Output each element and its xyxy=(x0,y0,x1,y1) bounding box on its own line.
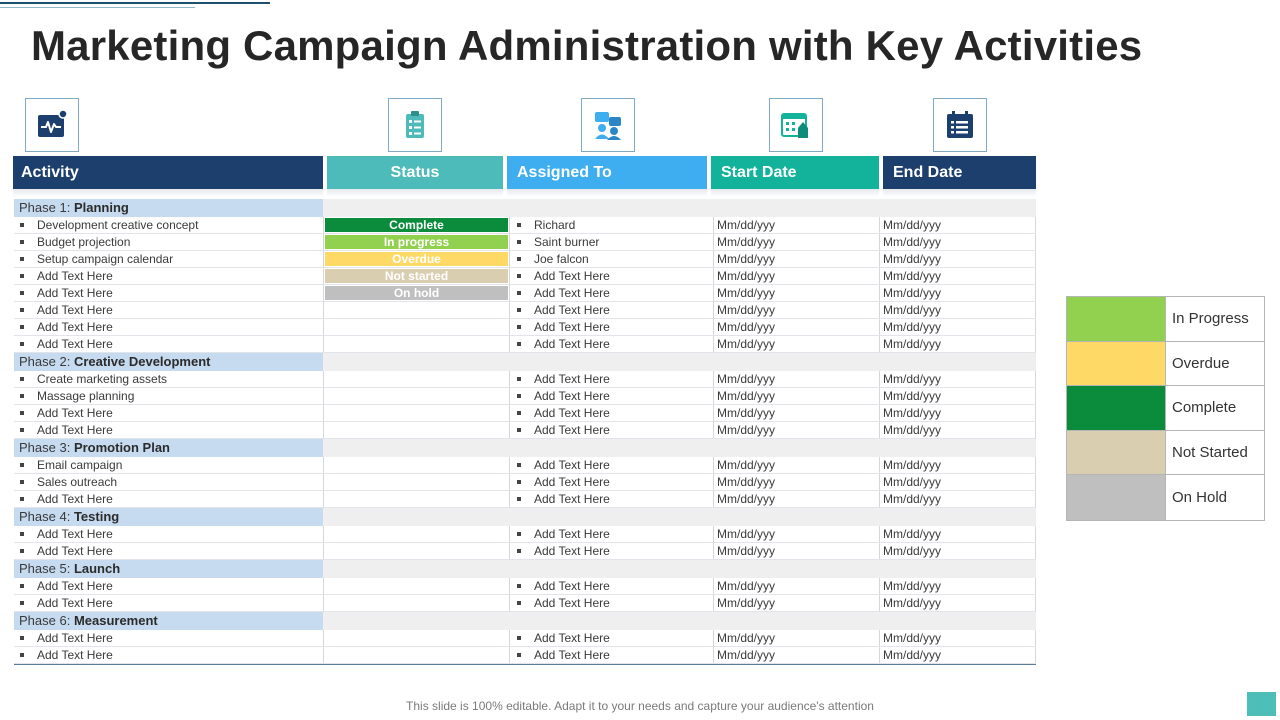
start-date-cell[interactable]: Mm/dd/yyy xyxy=(713,578,879,594)
footer-note: This slide is 100% editable. Adapt it to your needs and capture your audience's attention xyxy=(406,699,874,713)
activity-cell[interactable] xyxy=(14,336,323,352)
table-row xyxy=(14,251,1036,268)
phase-row xyxy=(14,560,1036,578)
assigned-cell[interactable] xyxy=(509,268,713,284)
assigned-text: Add Text Here xyxy=(534,269,610,283)
legend-item xyxy=(1067,386,1264,431)
end-date-cell[interactable]: Mm/dd/yyy xyxy=(879,595,1036,611)
activity-text: Add Text Here xyxy=(37,631,113,645)
activity-text: Email campaign xyxy=(37,458,123,472)
page-title: Marketing Campaign Administration with Key Activities xyxy=(31,22,1143,69)
start-date-cell[interactable]: Mm/dd/yyy xyxy=(713,336,879,352)
start-date-cell[interactable]: Mm/dd/yyy xyxy=(713,371,879,387)
status-cell[interactable] xyxy=(323,647,509,663)
bullet-icon xyxy=(517,394,521,398)
end-date-cell[interactable]: Mm/dd/yyy xyxy=(879,285,1036,301)
start-date-cell[interactable]: Mm/dd/yyy xyxy=(713,422,879,438)
calendar-rocket-icon xyxy=(769,98,823,152)
assigned-cell[interactable] xyxy=(509,543,713,559)
activity-cell[interactable] xyxy=(14,217,323,233)
bullet-icon xyxy=(20,342,24,346)
phase-name: Creative Development xyxy=(73,354,211,369)
table-row xyxy=(14,217,1036,234)
bullet-icon xyxy=(517,497,521,501)
bullet-icon xyxy=(20,325,24,329)
bullet-icon xyxy=(20,240,24,244)
activity-text: Add Text Here xyxy=(37,406,113,420)
bullet-icon xyxy=(517,274,521,278)
end-date-cell[interactable]: Mm/dd/yyy xyxy=(879,319,1036,335)
assigned-cell[interactable] xyxy=(509,422,713,438)
end-date-cell[interactable]: Mm/dd/yyy xyxy=(879,302,1036,318)
activity-cell[interactable] xyxy=(14,371,323,387)
activity-cell[interactable] xyxy=(14,491,323,507)
table-row xyxy=(14,526,1036,543)
end-date-cell[interactable]: Mm/dd/yyy xyxy=(879,405,1036,421)
legend-swatch xyxy=(1067,297,1166,341)
assigned-text: Add Text Here xyxy=(534,303,610,317)
bullet-icon xyxy=(20,480,24,484)
header-shadow xyxy=(711,189,879,197)
assigned-text: Add Text Here xyxy=(534,406,610,420)
end-date-cell[interactable]: Mm/dd/yyy xyxy=(879,217,1036,233)
phase-number: Phase 2 xyxy=(19,354,67,369)
legend-swatch xyxy=(1067,342,1166,386)
phase-row xyxy=(14,508,1036,526)
assigned-text: Add Text Here xyxy=(534,337,610,351)
table-row xyxy=(14,595,1036,612)
bullet-icon xyxy=(517,291,521,295)
activity-text: Add Text Here xyxy=(37,423,113,437)
bullet-icon xyxy=(20,653,24,657)
header-shadow xyxy=(327,189,503,197)
start-date-cell[interactable]: Mm/dd/yyy xyxy=(713,491,879,507)
start-date-cell[interactable]: Mm/dd/yyy xyxy=(713,474,879,490)
bullet-icon xyxy=(20,584,24,588)
activity-text: Add Text Here xyxy=(37,286,113,300)
activity-text: Sales outreach xyxy=(37,475,118,489)
bullet-icon xyxy=(517,480,521,484)
end-date-cell[interactable]: Mm/dd/yyy xyxy=(879,268,1036,284)
table-row xyxy=(14,457,1036,474)
bullet-icon xyxy=(517,532,521,536)
status-cell[interactable] xyxy=(323,578,509,594)
activity-text: Add Text Here xyxy=(37,648,113,662)
end-date-cell[interactable]: Mm/dd/yyy xyxy=(879,647,1036,663)
phase-name: Promotion Plan xyxy=(73,440,170,455)
table-row xyxy=(14,285,1036,302)
assigned-cell[interactable] xyxy=(509,336,713,352)
status-cell[interactable] xyxy=(323,422,509,438)
phase-label: Phase 3: Promotion Plan xyxy=(14,439,323,457)
bullet-icon xyxy=(20,274,24,278)
bullet-icon xyxy=(20,394,24,398)
end-date-cell[interactable]: Mm/dd/yyy xyxy=(879,388,1036,404)
end-date-cell[interactable]: Mm/dd/yyy xyxy=(879,422,1036,438)
top-accent-line-thin xyxy=(0,7,195,8)
bullet-icon xyxy=(20,291,24,295)
phase-number: Phase 5 xyxy=(19,561,67,576)
activity-cell[interactable] xyxy=(14,319,323,335)
status-cell[interactable] xyxy=(323,285,509,301)
table-row xyxy=(14,422,1036,439)
activity-cell[interactable] xyxy=(14,457,323,473)
phase-label: Phase 2: Creative Development xyxy=(14,353,323,371)
col-header-start-date[interactable]: Start Date xyxy=(711,156,879,189)
start-date-cell[interactable]: Mm/dd/yyy xyxy=(713,405,879,421)
header-shadow xyxy=(507,189,707,197)
assigned-text: Richard xyxy=(534,218,576,232)
activity-text: Massage planning xyxy=(37,389,135,403)
assigned-text: Add Text Here xyxy=(534,286,610,300)
status-badge: Overdue xyxy=(325,252,508,266)
assigned-cell[interactable] xyxy=(509,251,713,267)
bullet-icon xyxy=(517,463,521,467)
table-row xyxy=(14,405,1036,422)
bullet-icon xyxy=(20,463,24,467)
assigned-cell[interactable] xyxy=(509,457,713,473)
legend-swatch xyxy=(1067,431,1166,475)
phase-label: Phase 4: Testing xyxy=(14,508,323,526)
bullet-icon xyxy=(517,653,521,657)
start-date-cell[interactable]: Mm/dd/yyy xyxy=(713,388,879,404)
start-date-cell[interactable]: Mm/dd/yyy xyxy=(713,543,879,559)
activity-cell[interactable] xyxy=(14,268,323,284)
assigned-cell[interactable] xyxy=(509,405,713,421)
activity-cell[interactable] xyxy=(14,526,323,542)
bullet-icon xyxy=(20,223,24,227)
activity-cell[interactable] xyxy=(14,388,323,404)
start-date-cell[interactable]: Mm/dd/yyy xyxy=(713,630,879,646)
end-date-cell[interactable]: Mm/dd/yyy xyxy=(879,234,1036,250)
start-date-cell[interactable]: Mm/dd/yyy xyxy=(713,319,879,335)
bullet-icon xyxy=(20,636,24,640)
assigned-text: Add Text Here xyxy=(534,631,610,645)
activity-cell[interactable] xyxy=(14,285,323,301)
phase-number: Phase 4 xyxy=(19,509,67,524)
phase-row xyxy=(14,199,1036,217)
bullet-icon xyxy=(20,257,24,261)
assigned-cell[interactable] xyxy=(509,578,713,594)
assigned-cell[interactable] xyxy=(509,319,713,335)
activity-text: Create marketing assets xyxy=(37,372,168,386)
assigned-cell[interactable] xyxy=(509,491,713,507)
activity-text: Add Text Here xyxy=(37,527,113,541)
status-cell[interactable] xyxy=(323,543,509,559)
col-header-activity[interactable]: Activity xyxy=(13,156,323,189)
status-badge: Not started xyxy=(325,269,508,283)
legend-item xyxy=(1067,475,1264,520)
activity-cell[interactable] xyxy=(14,474,323,490)
assigned-cell[interactable] xyxy=(509,474,713,490)
status-cell[interactable] xyxy=(323,371,509,387)
bullet-icon xyxy=(20,497,24,501)
end-date-cell[interactable]: Mm/dd/yyy xyxy=(879,251,1036,267)
table-row xyxy=(14,302,1036,319)
status-legend xyxy=(1066,296,1265,521)
phase-row xyxy=(14,353,1036,371)
assigned-text: Add Text Here xyxy=(534,579,610,593)
activity-cell[interactable] xyxy=(14,543,323,559)
bullet-icon xyxy=(20,532,24,536)
activity-text: Add Text Here xyxy=(37,269,113,283)
bullet-icon xyxy=(20,411,24,415)
assigned-text: Joe falcon xyxy=(534,252,589,266)
start-date-cell[interactable]: Mm/dd/yyy xyxy=(713,285,879,301)
assigned-text: Add Text Here xyxy=(534,458,610,472)
start-date-cell[interactable]: Mm/dd/yyy xyxy=(713,251,879,267)
activity-text: Setup campaign calendar xyxy=(37,252,174,266)
assigned-text: Saint burner xyxy=(534,235,600,249)
assigned-cell[interactable] xyxy=(509,285,713,301)
legend-label: On Hold xyxy=(1172,489,1228,507)
status-badge: Complete xyxy=(325,218,508,232)
bullet-icon xyxy=(517,636,521,640)
start-date-cell[interactable]: Mm/dd/yyy xyxy=(713,234,879,250)
activity-text: Add Text Here xyxy=(37,320,113,334)
bullet-icon xyxy=(517,223,521,227)
table-row xyxy=(14,371,1036,388)
calendar-list-icon xyxy=(933,98,987,152)
assigned-text: Add Text Here xyxy=(534,596,610,610)
end-date-cell[interactable]: Mm/dd/yyy xyxy=(879,457,1036,473)
status-cell[interactable] xyxy=(323,268,509,284)
activity-cell[interactable] xyxy=(14,405,323,421)
legend-label: Overdue xyxy=(1172,354,1230,372)
phase-number: Phase 6 xyxy=(19,613,67,628)
heartbeat-monitor-icon xyxy=(25,98,79,152)
phase-name: Measurement xyxy=(73,613,158,628)
end-date-cell[interactable]: Mm/dd/yyy xyxy=(879,526,1036,542)
bullet-icon xyxy=(517,342,521,346)
legend-item xyxy=(1067,297,1264,342)
phase-number: Phase 1 xyxy=(19,200,67,215)
bullet-icon xyxy=(517,240,521,244)
end-date-cell[interactable]: Mm/dd/yyy xyxy=(879,543,1036,559)
legend-swatch xyxy=(1067,475,1166,520)
phase-name: Launch xyxy=(73,561,121,576)
table-row xyxy=(14,319,1036,336)
status-cell[interactable] xyxy=(323,526,509,542)
phase-row xyxy=(14,439,1036,457)
assigned-text: Add Text Here xyxy=(534,544,610,558)
table-row xyxy=(14,268,1036,285)
status-cell[interactable] xyxy=(323,251,509,267)
assigned-cell[interactable] xyxy=(509,630,713,646)
status-badge: On hold xyxy=(325,286,508,300)
assigned-text: Add Text Here xyxy=(534,492,610,506)
activity-text: Add Text Here xyxy=(37,337,113,351)
status-badge: In progress xyxy=(325,235,508,249)
phase-label: Phase 1: Planning xyxy=(14,199,323,217)
status-cell[interactable] xyxy=(323,336,509,352)
assigned-text: Add Text Here xyxy=(534,475,610,489)
phase-name: Testing xyxy=(73,509,120,524)
top-accent-line xyxy=(0,2,270,4)
assigned-text: Add Text Here xyxy=(534,372,610,386)
activity-text: Add Text Here xyxy=(37,579,113,593)
bullet-icon xyxy=(517,411,521,415)
bullet-icon xyxy=(20,377,24,381)
header-shadow xyxy=(13,189,323,197)
bullet-icon xyxy=(517,325,521,329)
assigned-cell[interactable] xyxy=(509,371,713,387)
bullet-icon xyxy=(517,601,521,605)
start-date-cell[interactable]: Mm/dd/yyy xyxy=(713,302,879,318)
activity-text: Add Text Here xyxy=(37,492,113,506)
end-date-cell[interactable]: Mm/dd/yyy xyxy=(879,491,1036,507)
bullet-icon xyxy=(20,549,24,553)
start-date-cell[interactable]: Mm/dd/yyy xyxy=(713,595,879,611)
col-header-status[interactable]: Status xyxy=(327,156,503,189)
phase-row xyxy=(14,612,1036,630)
activity-cell[interactable] xyxy=(14,595,323,611)
activity-cell[interactable] xyxy=(14,234,323,250)
assigned-text: Add Text Here xyxy=(534,527,610,541)
phase-number: Phase 3 xyxy=(19,440,67,455)
activity-text: Development creative concept xyxy=(37,218,199,232)
activity-cell[interactable] xyxy=(14,302,323,318)
end-date-cell[interactable]: Mm/dd/yyy xyxy=(879,578,1036,594)
assigned-text: Add Text Here xyxy=(534,648,610,662)
bullet-icon xyxy=(20,601,24,605)
status-cell[interactable] xyxy=(323,319,509,335)
status-cell[interactable] xyxy=(323,457,509,473)
team-chat-icon xyxy=(581,98,635,152)
assigned-cell[interactable] xyxy=(509,302,713,318)
start-date-cell[interactable]: Mm/dd/yyy xyxy=(713,457,879,473)
activity-cell[interactable] xyxy=(14,647,323,663)
legend-item xyxy=(1067,431,1264,476)
table-row xyxy=(14,474,1036,491)
end-date-cell[interactable]: Mm/dd/yyy xyxy=(879,474,1036,490)
corner-accent xyxy=(1247,692,1276,716)
activity-text: Add Text Here xyxy=(37,303,113,317)
assigned-text: Add Text Here xyxy=(534,389,610,403)
table-row xyxy=(14,336,1036,353)
table-row xyxy=(14,543,1036,560)
end-date-cell[interactable]: Mm/dd/yyy xyxy=(879,371,1036,387)
activity-cell[interactable] xyxy=(14,251,323,267)
col-header-assigned[interactable]: Assigned To xyxy=(507,156,707,189)
col-header-end-date[interactable]: End Date xyxy=(883,156,1036,189)
status-cell[interactable] xyxy=(323,595,509,611)
bullet-icon xyxy=(517,308,521,312)
start-date-cell[interactable]: Mm/dd/yyy xyxy=(713,647,879,663)
status-cell[interactable] xyxy=(323,388,509,404)
table-row xyxy=(14,491,1036,508)
assigned-cell[interactable] xyxy=(509,647,713,663)
bullet-icon xyxy=(517,377,521,381)
assigned-cell[interactable] xyxy=(509,388,713,404)
clipboard-checklist-icon xyxy=(388,98,442,152)
bullet-icon xyxy=(20,308,24,312)
table-row xyxy=(14,578,1036,595)
phase-label: Phase 6: Measurement xyxy=(14,612,323,630)
activity-text: Budget projection xyxy=(37,235,131,249)
status-cell[interactable] xyxy=(323,234,509,250)
bullet-icon xyxy=(517,549,521,553)
start-date-cell[interactable]: Mm/dd/yyy xyxy=(713,268,879,284)
phase-name: Planning xyxy=(73,200,129,215)
end-date-cell[interactable]: Mm/dd/yyy xyxy=(879,336,1036,352)
table-row xyxy=(14,388,1036,405)
table-row xyxy=(14,647,1036,664)
legend-item xyxy=(1067,342,1264,387)
activity-cell[interactable] xyxy=(14,630,323,646)
header-shadow xyxy=(883,189,1036,197)
start-date-cell[interactable]: Mm/dd/yyy xyxy=(713,526,879,542)
status-cell[interactable] xyxy=(323,217,509,233)
bullet-icon xyxy=(517,428,521,432)
activity-text: Add Text Here xyxy=(37,544,113,558)
end-date-cell[interactable]: Mm/dd/yyy xyxy=(879,630,1036,646)
activity-table xyxy=(14,199,1036,665)
status-cell[interactable] xyxy=(323,405,509,421)
legend-label: Not Started xyxy=(1172,444,1248,462)
assigned-cell[interactable] xyxy=(509,526,713,542)
bullet-icon xyxy=(517,257,521,261)
legend-label: In Progress xyxy=(1172,310,1249,328)
status-cell[interactable] xyxy=(323,302,509,318)
assigned-cell[interactable] xyxy=(509,595,713,611)
bullet-icon xyxy=(20,428,24,432)
status-cell[interactable] xyxy=(323,491,509,507)
legend-swatch xyxy=(1067,386,1166,430)
status-cell[interactable] xyxy=(323,630,509,646)
legend-label: Complete xyxy=(1172,399,1237,417)
phase-label: Phase 5: Launch xyxy=(14,560,323,578)
activity-cell[interactable] xyxy=(14,578,323,594)
table-row xyxy=(14,630,1036,647)
start-date-cell[interactable]: Mm/dd/yyy xyxy=(713,217,879,233)
assigned-cell[interactable] xyxy=(509,234,713,250)
assigned-cell[interactable] xyxy=(509,217,713,233)
bullet-icon xyxy=(517,584,521,588)
status-cell[interactable] xyxy=(323,474,509,490)
table-row xyxy=(14,234,1036,251)
activity-text: Add Text Here xyxy=(37,596,113,610)
assigned-text: Add Text Here xyxy=(534,320,610,334)
assigned-text: Add Text Here xyxy=(534,423,610,437)
activity-cell[interactable] xyxy=(14,422,323,438)
